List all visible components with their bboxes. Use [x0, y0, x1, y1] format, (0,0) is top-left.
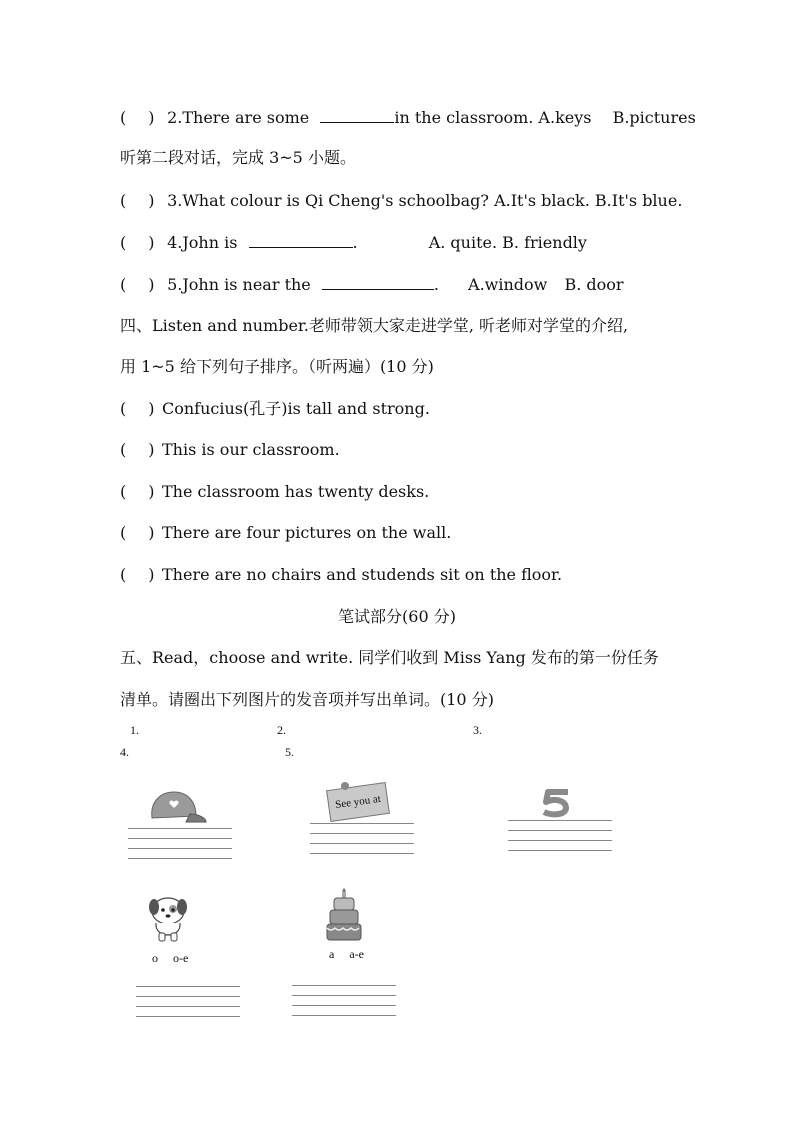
cap-icon [146, 788, 208, 826]
item-number-4: 4. [120, 745, 129, 759]
list-item: ( ) This is our classroom. [120, 440, 340, 459]
writing-lines[interactable] [128, 828, 232, 868]
pin-icon [341, 782, 349, 790]
section-4-title: 四、Listen and number.老师带领大家走进学堂, 听老师对学堂的介绍, [120, 316, 629, 335]
written-part-header: 笔试部分(60 分) [338, 607, 456, 626]
writing-lines[interactable] [508, 820, 612, 860]
dog-icon [142, 893, 196, 945]
item-number-3: 3. [473, 723, 482, 737]
answer-blank[interactable] [249, 231, 353, 248]
option-b: B. door [564, 275, 624, 294]
sign-text: See you at [334, 792, 382, 812]
item-number-1: 1. [130, 723, 139, 737]
item-number-2: 2. [277, 723, 286, 737]
cake-icon [324, 888, 364, 946]
section-5-title: 五、Read，choose and write. 同学们收到 Miss Yang 发布的第一份任务 [120, 648, 659, 667]
answer-blank[interactable] [320, 106, 394, 123]
list-item: ( ) The classroom has twenty desks. [120, 482, 430, 501]
question-2-text: 2.There are some [167, 108, 310, 127]
writing-lines[interactable] [292, 985, 396, 1025]
option-b: B.pictures [612, 108, 696, 127]
answer-blank[interactable] [322, 273, 434, 290]
list-item: ( ) There are four pictures on the wall. [120, 523, 452, 542]
question-2: ( ) 2.There are some in the classroom. A.keys B.pictures [120, 108, 696, 127]
sign-card [326, 782, 390, 822]
item-number-5: 5. [285, 745, 294, 759]
list-item: ( ) Confucius(孔子)is tall and strong. [120, 399, 430, 418]
question-2-after: in the classroom. A.keys [394, 108, 592, 127]
number-five-icon [538, 788, 574, 818]
section-4-title-cont: 用 1~5 给下列句子排序。（听两遍）(10 分) [120, 357, 434, 376]
question-3: ( ) 3.What colour is Qi Cheng's schoolbag? A.It's black. B.It's blue. [120, 191, 683, 210]
option-b: B. friendly [502, 233, 587, 252]
section-5-title-cont: 清单。请圈出下列图片的发音项并写出单词。(10 分) [120, 690, 494, 709]
question-4: ( ) 4.John is . A. quite. B. friendly [120, 233, 587, 252]
option-a: A. quite. [428, 233, 498, 252]
writing-lines[interactable] [136, 986, 240, 1026]
question-3-text: 3.What colour is Qi Cheng's schoolbag? A.It's black. B.It's blue. [167, 191, 683, 210]
list-item: ( ) There are no chairs and studends sit on the floor. [120, 565, 563, 584]
question-5-text: 5.John is near the [167, 275, 311, 294]
cake-sound-options[interactable]: a a-e [329, 947, 364, 961]
writing-lines[interactable] [310, 823, 414, 863]
question-4-text: 4.John is [167, 233, 238, 252]
instruction-dialogue-2: 听第二段对话，完成 3~5 小题。 [120, 148, 356, 167]
question-5: ( ) 5.John is near the . A.window B. door [120, 275, 624, 294]
dog-sound-options[interactable]: o o-e [152, 951, 189, 965]
option-a: A.window [468, 275, 548, 294]
